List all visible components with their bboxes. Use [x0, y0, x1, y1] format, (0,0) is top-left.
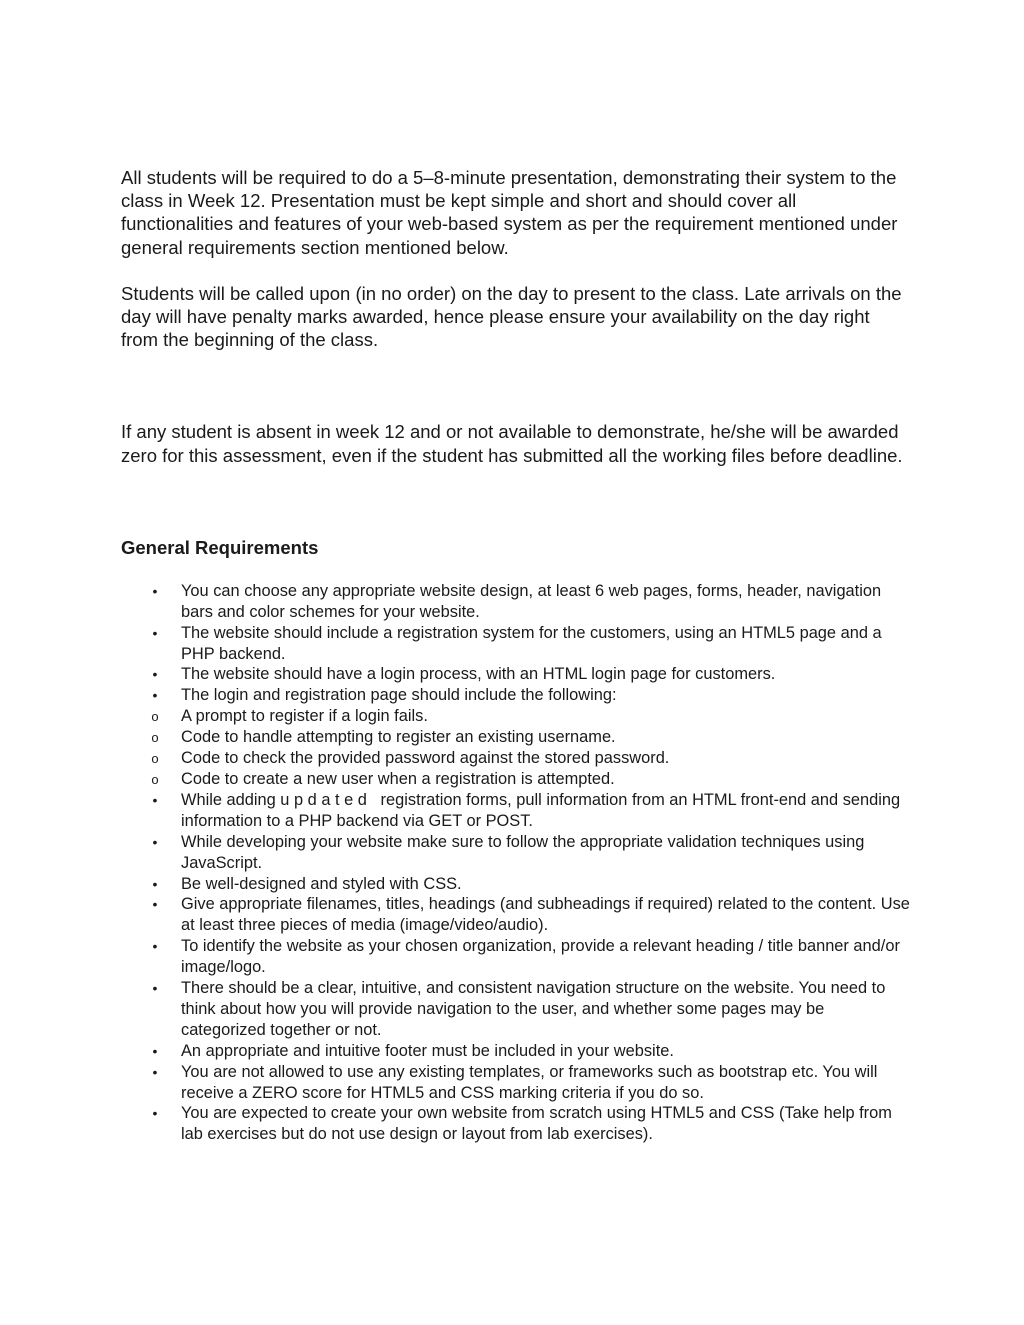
list-item	[121, 894, 911, 936]
list-item-text: A prompt to register if a login fails.	[181, 707, 428, 726]
list-item-text: The login and registration page should include the following:	[181, 686, 617, 705]
bullet-marker: •	[152, 1063, 158, 1080]
section-heading: General Requirements	[121, 536, 319, 558]
list-item-text: Code to check the provided password against the stored password.	[181, 749, 670, 768]
sub-bullet-marker: o	[151, 730, 159, 746]
bullet-marker: •	[152, 791, 158, 808]
list-item-text: While adding u p d a t e d registration forms, pull information from an HTML front-end and sending information to a PHP backend via GET or POST.	[181, 790, 905, 830]
list-item	[121, 769, 911, 790]
bullet-marker: •	[152, 833, 158, 850]
list-item-text: You are expected to create your own website from scratch using HTML5 and CSS (Take help from lab exercises but do not use design or layout from lab exercises).	[181, 1104, 892, 1144]
sub-bullet-marker: o	[151, 709, 159, 725]
list-item-text: An appropriate and intuitive footer must be included in your website.	[181, 1041, 674, 1060]
bullet-marker: •	[152, 1105, 158, 1122]
bullet-marker: •	[152, 582, 158, 599]
list-item	[121, 664, 911, 685]
sub-bullet-marker: o	[151, 771, 159, 787]
bullet-marker: •	[152, 896, 158, 913]
schedule-paragraph: Students will be called upon (in no order) on the day to present to the class. Late arrivals on the day will have penalty marks awarded, hence please ensure your availability on the day right from the beginning of the class.	[121, 282, 902, 351]
list-item-text: Give appropriate filenames, titles, headings (and subheadings if required) related to the content. Use at least three pieces of media (image/video/audio).	[181, 895, 910, 935]
bullet-marker: •	[152, 666, 158, 683]
requirements-list	[121, 581, 911, 1145]
bullet-marker: •	[152, 1042, 158, 1059]
list-item-text: Code to handle attempting to register an existing username.	[181, 728, 616, 747]
list-item	[121, 727, 911, 748]
absence-paragraph: If any student is absent in week 12 and or not available to demonstrate, he/she will be awarded zero for this assessment, even if the student has submitted all the working files before deadline.	[121, 421, 903, 466]
bullet-marker: •	[152, 687, 158, 704]
list-item-text: You can choose any appropriate website design, at least 6 web pages, forms, header, navigation bars and color schemes for your website.	[181, 581, 882, 621]
presentation-paragraph: All students will be required to do a 5–8-minute presentation, demonstrating their system to the class in Week 12. Presentation must be kept simple and short and should cover all functionalities and features of your web-based system as per the requirement mentioned under general requirements section mentioned below.	[121, 167, 898, 258]
list-item-text: There should be a clear, intuitive, and consistent navigation structure on the website. You need to think about how you will provide navigation to the user, and whether some pages may be categorized together or not.	[181, 979, 886, 1039]
list-item	[121, 1062, 911, 1104]
list-item-text: The website should include a registration system for the customers, using an HTML5 page and a PHP backend.	[181, 623, 882, 663]
list-item	[121, 581, 911, 623]
list-item	[121, 1041, 911, 1062]
list-item-text: While developing your website make sure to follow the appropriate validation techniques using JavaScript.	[181, 832, 865, 872]
list-item	[121, 1103, 911, 1145]
sub-bullet-marker: o	[151, 751, 159, 767]
list-item-text: Be well-designed and styled with CSS.	[181, 874, 462, 893]
document-page	[121, 166, 911, 1145]
list-item-text: To identify the website as your chosen organization, provide a relevant heading / title banner and/or image/logo.	[181, 937, 900, 977]
bullet-marker: •	[152, 624, 158, 641]
list-item	[121, 978, 911, 1041]
list-item-text: You are not allowed to use any existing templates, or frameworks such as bootstrap etc. You will receive a ZERO score for HTML5 and CSS marking criteria if you do so.	[181, 1062, 878, 1102]
list-item	[121, 936, 911, 978]
list-item	[121, 748, 911, 769]
list-item	[121, 832, 911, 874]
list-item	[121, 706, 911, 727]
list-item	[121, 874, 911, 895]
bullet-marker: •	[152, 980, 158, 997]
bullet-marker: •	[152, 875, 158, 892]
bullet-marker: •	[152, 938, 158, 955]
list-item	[121, 685, 911, 706]
list-item	[121, 623, 911, 665]
list-item	[121, 790, 911, 832]
list-item-text: The website should have a login process, with an HTML login page for customers.	[181, 665, 776, 684]
list-item-text: Code to create a new user when a registration is attempted.	[181, 769, 615, 788]
